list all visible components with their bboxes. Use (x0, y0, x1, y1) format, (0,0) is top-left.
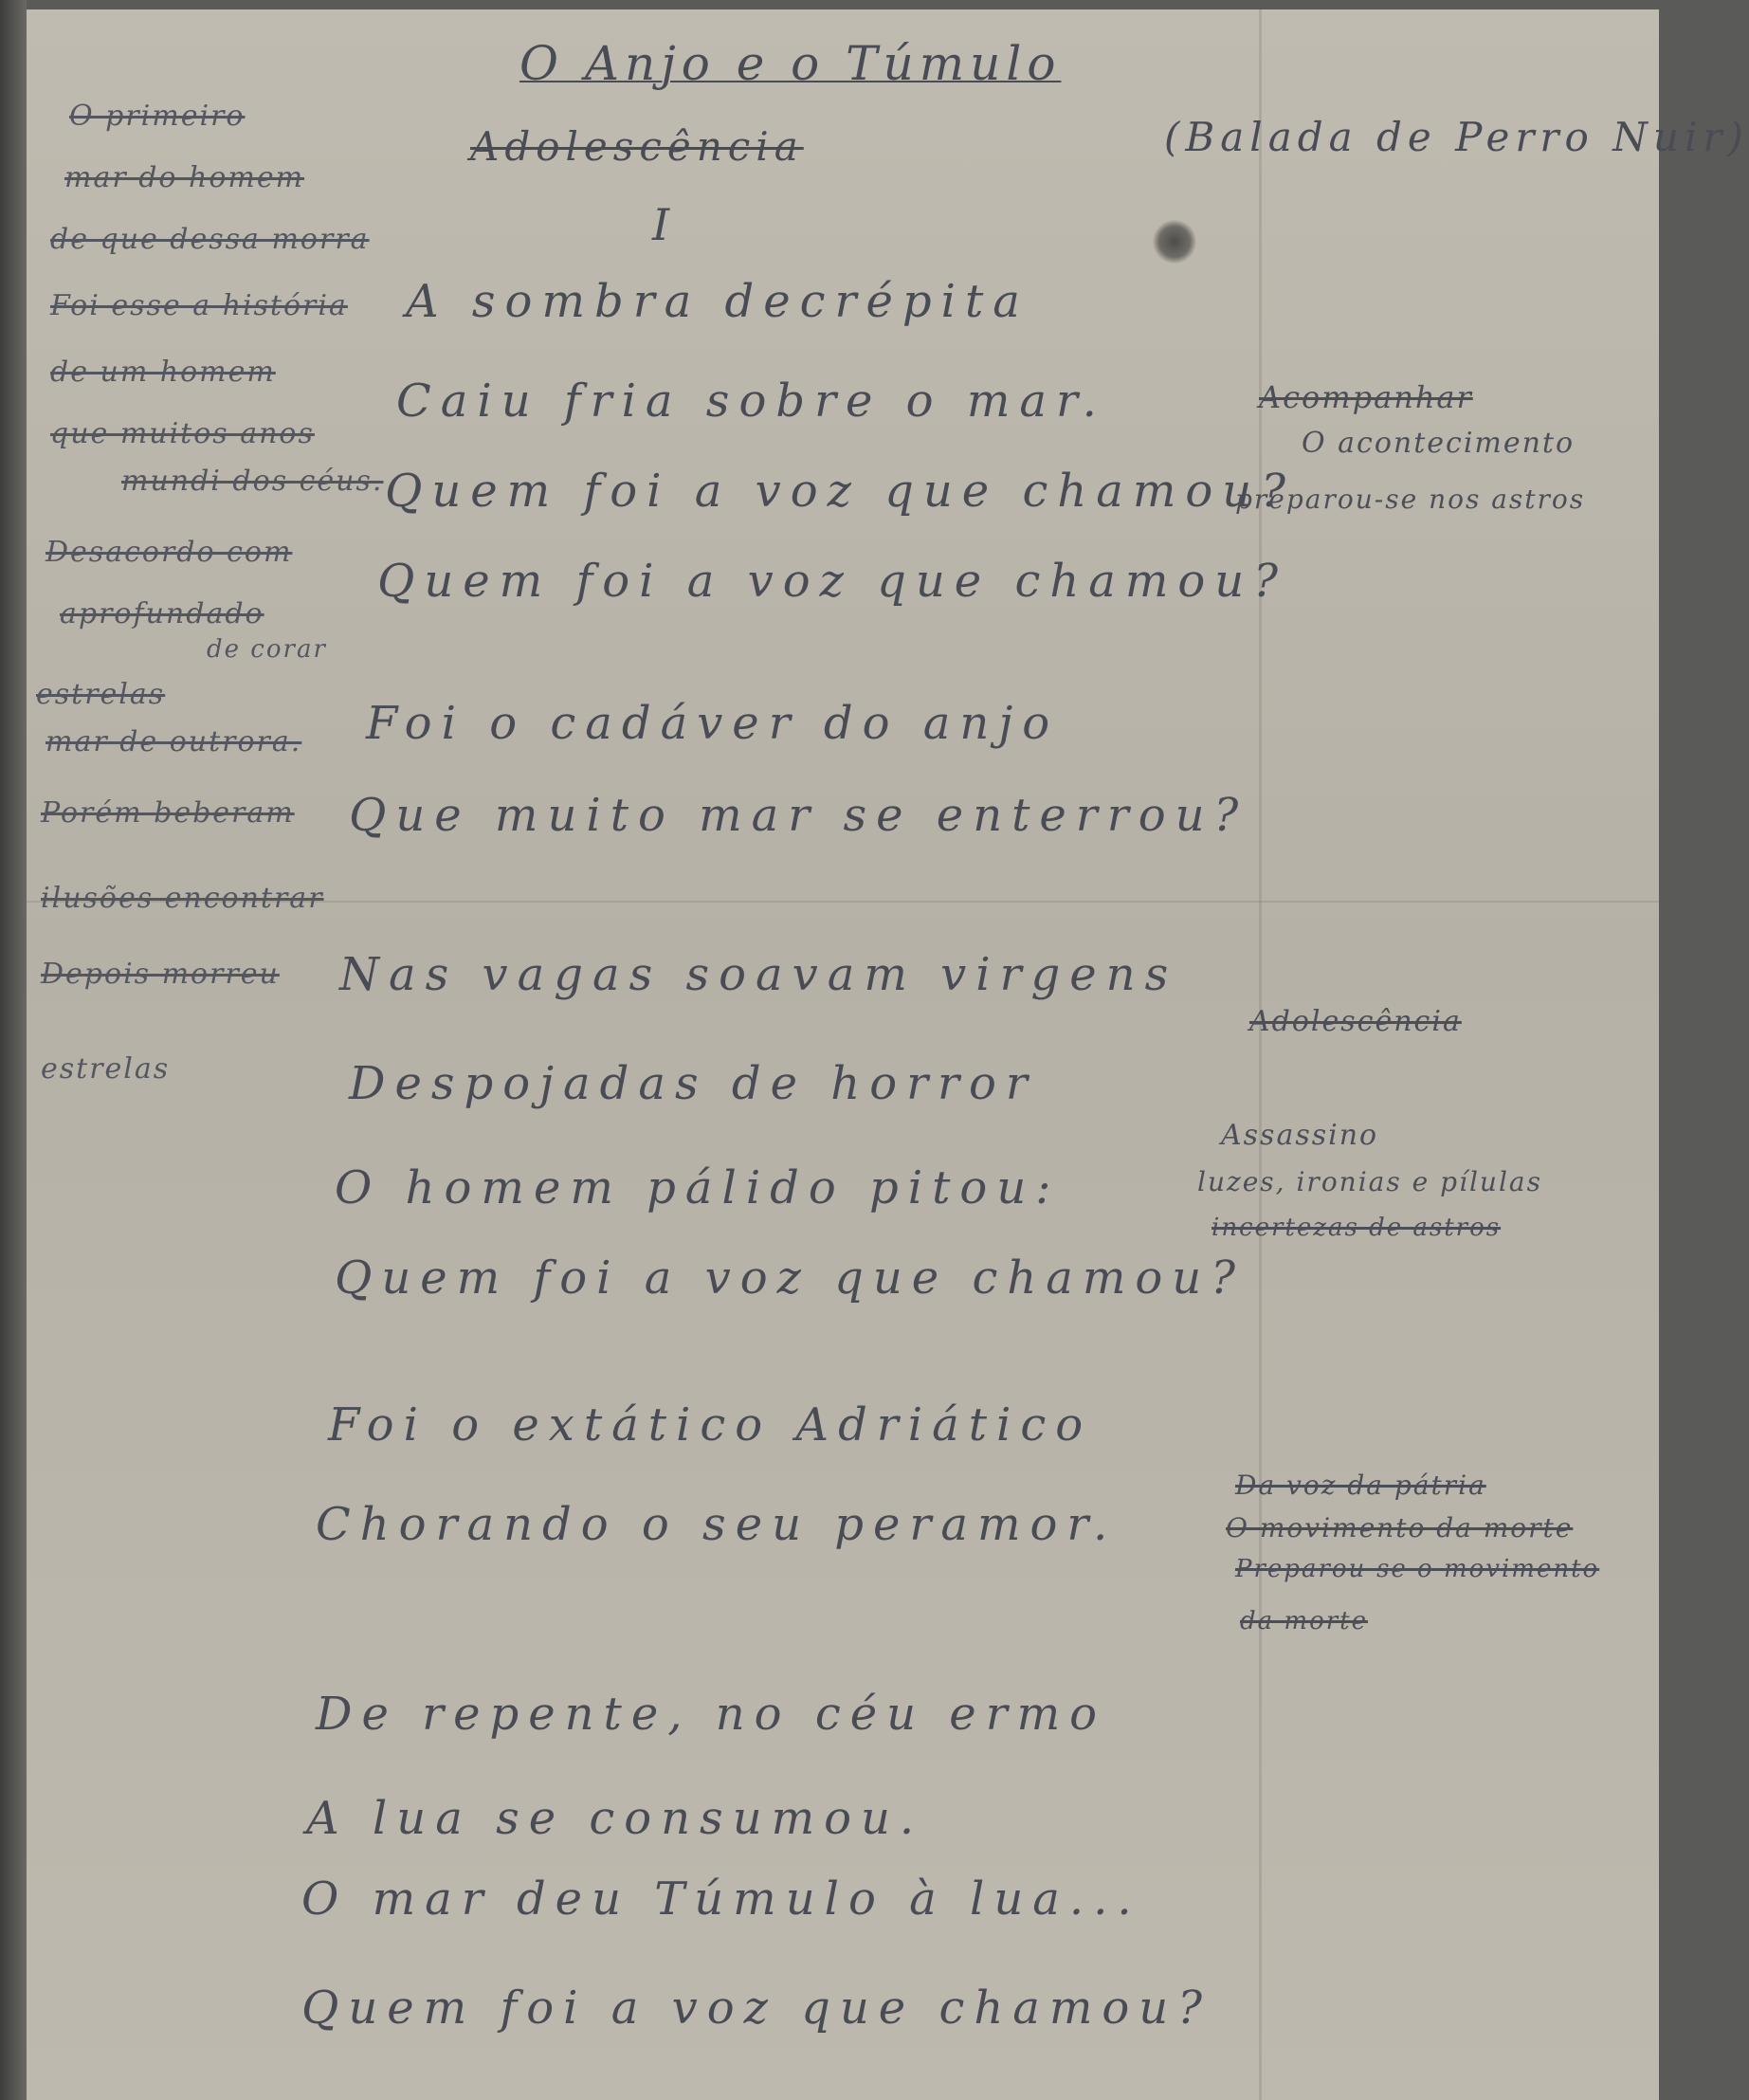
verse-line: Quem foi a voz que chamou? (377, 555, 1287, 608)
margin-note-left: de corar (207, 635, 327, 664)
margin-note-left: O primeiro (69, 100, 246, 133)
margin-note-left: estrelas (41, 1052, 171, 1086)
struck-subtitle: Adolescência (470, 123, 804, 170)
margin-note-left: mar de outrora. (46, 725, 302, 758)
verse-line: Nas vagas soavam virgens (339, 948, 1178, 1001)
margin-note-right: incertezas de astros (1212, 1214, 1502, 1242)
margin-note-right: Acompanhar (1259, 379, 1473, 415)
verse-line: Quem foi a voz que chamou? (301, 1981, 1212, 2035)
verse-line: A sombra decrépita (406, 275, 1029, 328)
title: O Anjo e o Túmulo (519, 36, 1062, 91)
background-edge (0, 0, 27, 2100)
verse-line: O homem pálido pitou: (335, 1161, 1061, 1214)
margin-note-right: Da voz da pátria (1235, 1470, 1486, 1501)
verse-line: Quem foi a voz que chamou? (335, 1251, 1245, 1305)
verse-line: Quem foi a voz que chamou? (385, 465, 1295, 518)
manuscript-page (27, 9, 1749, 2100)
margin-note-right: preparou-se nos astros (1235, 484, 1586, 515)
verse-line: De repente, no céu ermo (316, 1688, 1107, 1741)
margin-note-left: Foi esse a história (50, 289, 348, 322)
margin-note-left: Porém beberam (41, 796, 295, 830)
verse-line: Foi o cadáver do anjo (366, 697, 1060, 750)
margin-note-right: O movimento da morte (1226, 1512, 1574, 1543)
vertical-fold (1259, 9, 1262, 2100)
verse-line: Foi o extático Adriático (328, 1398, 1093, 1452)
section-number: I (652, 199, 676, 250)
margin-note-left: de que dessa morra (50, 223, 370, 256)
margin-note-left: mar do homem (64, 161, 305, 194)
ink-smudge (1153, 220, 1196, 264)
margin-note-left: de um homem (50, 356, 276, 389)
margin-note-right: Assassino (1221, 1119, 1379, 1152)
margin-note-right: Preparou-se o movimento (1235, 1555, 1600, 1583)
margin-note-right: luzes, ironias e pílulas (1197, 1166, 1542, 1197)
verse-line: A lua se consumou. (306, 1792, 924, 1845)
verse-line: Caiu fria sobre o mar. (396, 374, 1106, 428)
verse-line: Que muito mar se enterrou? (349, 789, 1248, 842)
margin-note-right: Adolescência (1249, 1005, 1462, 1038)
dedication: (Balada de Perro Nuir) (1164, 114, 1749, 160)
margin-note-left: Desacordo com (46, 536, 293, 569)
margin-note-left: mundi dos céus. (121, 465, 384, 498)
margin-note-left: Depois morreu (41, 958, 280, 991)
verse-line: O mar deu Túmulo à lua... (301, 1872, 1141, 1926)
margin-note-right: da morte (1240, 1607, 1368, 1635)
margin-note-left: aprofundado (60, 597, 264, 630)
margin-note-left: estrelas (36, 678, 166, 711)
margin-note-left: ilusões encontrar (41, 882, 324, 915)
verse-line: Despojadas de horror (349, 1057, 1037, 1110)
verse-line: Chorando o seu peramor. (316, 1498, 1118, 1551)
margin-note-left: que muitos anos (50, 417, 315, 450)
margin-note-right: O acontecimento (1302, 427, 1576, 460)
